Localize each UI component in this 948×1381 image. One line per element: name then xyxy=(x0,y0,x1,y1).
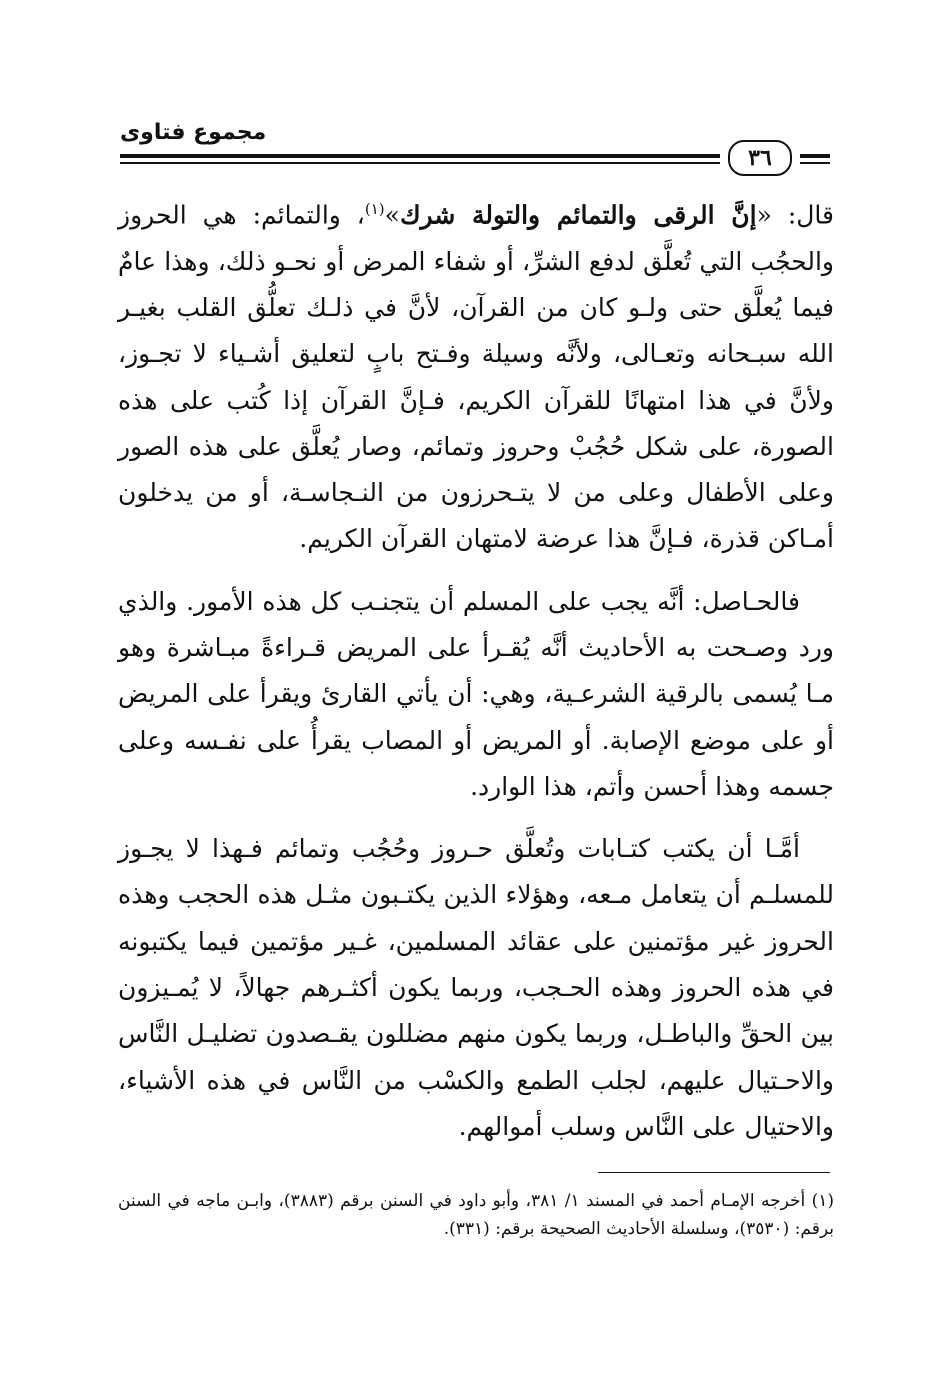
footnote-divider xyxy=(598,1172,830,1173)
paragraph-2: فالحـاصل: أنَّه يجب على المسلم أن يتجنـب كل هذه الأمور. والذي ورد وصـحت به الأحاديث أنَّه يُقـرأ على المريض قـراءةً مبـاشرة وهو مـا يُسمى بالرقية الشرعـية، وهي: أن يأتي القارئ ويقرأ على المريض أو على موضع الإصابة. أو المريض أو المصاب يقرأُ على نفـسه وعلى جسمه وهذا أحسن وأتم، هذا الوارد. xyxy=(118,586,834,801)
paragraph-1-rest: ، والتمائم: هي الحروز والحجُب التي تُعلَّق لدفع الشرِّ، أو شفاء المرض أو نحـو ذلك، وهذا عامٌ فيما يُعلَّق حتى ولـو كان من القرآن، لأنَّ في ذلـك تعلُّق القلب بغيـر الله سبـحانه وتعـالى، ولأنَّه وسيلة وفـتح بابٍ لتعليق أشـياء لا تجـوز، ولأنَّ في هذا امتهانًا للقرآن الكريم، فـإنَّ القرآن إذا كُتب على هذه الصورة، على شكل حُجُبْ وحروز وتمائم، وصار يُعلَّق على هذه الصور وعلى الأطفال وعلى من لا يتـحرزون من النـجاسـة، أو من يدخلون أمـاكن قذرة، فـإنَّ هذا عرضة لامتهان القرآن الكريم. xyxy=(118,200,834,554)
page-number: ٣٦ xyxy=(728,140,792,176)
header-rule-right-thin xyxy=(800,162,830,164)
quote-intro: قال: « xyxy=(756,200,834,230)
page-header xyxy=(120,112,830,172)
footnote-marker[interactable]: (١) xyxy=(364,200,385,218)
footnote xyxy=(118,1187,834,1243)
footnote-text: (١) أخرجه الإمـام أحمد في المسند ١/ ٣٨١، وأبو داود في السنن برقم (٣٨٨٣)، وابـن ماجه في السنن برقم: (٣٥٣٠)، وسلسلة الأحاديث الصحيحة برقم: (٣٣١). xyxy=(118,1191,834,1239)
book-title: مجموع فتاوى xyxy=(120,120,267,145)
quote-close: » xyxy=(384,200,400,230)
hadith-quote: إنَّ الرقى والتمائم والتولة شرك xyxy=(399,200,757,230)
paragraph-3: أمَّـا أن يكتب كتـابات وتُعلَّق حـروز وحُجُب وتمائم فـهذا لا يجـوز للمسلـم أن يتعامل مـعه، وهؤلاء الذين يكتـبون مثـل هذه الحجب وهذه الحروز غير مؤتمنين على عقائد المسلمين، غـير مؤتمين فيما يكتبونه في هذه الحروز وهذه الحـجب، وربما يكون أكثـرهم جهالاً، لا يُمـيزون بين الحقِّ والباطـل، وربما يكون منهم مضللون يقـصدون تضليـل النَّاس والاحـتيال عليهم، لجلب الطمع والكسْب من النَّاس في هذه الأشياء، والاحتيال على النَّاس وسلب أموالهم. xyxy=(118,834,834,1141)
main-text xyxy=(118,186,834,1166)
header-rule-right-thick xyxy=(800,154,830,158)
paragraph-1 xyxy=(118,186,834,563)
header-rule-thick xyxy=(120,154,720,158)
header-rule-thin xyxy=(120,162,720,164)
